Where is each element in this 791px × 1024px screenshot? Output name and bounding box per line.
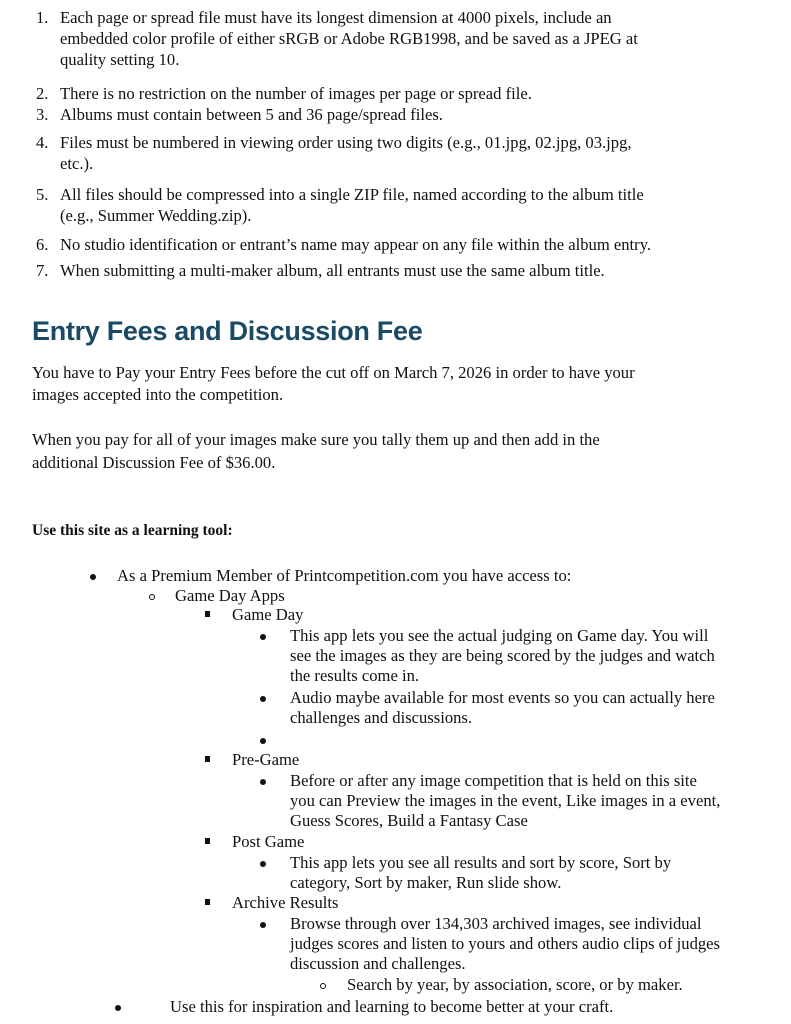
list-item-text: Browse through over 134,303 archived images, see individual: [290, 914, 702, 933]
square-bullet-icon: [205, 838, 210, 844]
bullet-icon: [260, 696, 266, 702]
list-item-text: When submitting a multi-maker album, all entrants must use the same album title.: [60, 261, 605, 280]
list-item-text: Use this for inspiration and learning to become better at your craft.: [170, 997, 614, 1016]
list-item-text: (e.g., Summer Wedding.zip).: [60, 206, 252, 225]
list-item-text: category, Sort by maker, Run slide show.: [290, 873, 562, 892]
list-item-text: Archive Results: [232, 893, 339, 912]
fees-paragraph: images accepted into the competition.: [32, 385, 284, 404]
list-item-text: Audio maybe available for most events so you can actually here: [290, 688, 715, 707]
list-number: 6.: [36, 235, 49, 254]
fees-paragraph: You have to Pay your Entry Fees before the cut off on March 7, 2026 in order to have your: [32, 363, 635, 382]
list-item-text: This app lets you see all results and sort by score, Sort by: [290, 853, 672, 872]
list-item-text: Game Day Apps: [175, 586, 285, 605]
bullet-icon: [260, 779, 266, 785]
list-item-text: Before or after any image competition that is held on this site: [290, 771, 697, 790]
list-item-text: Post Game: [232, 832, 305, 851]
list-number: 4.: [36, 133, 49, 152]
list-item-text: embedded color profile of either sRGB or Adobe RGB1998, and be saved as a JPEG at: [60, 29, 638, 48]
list-item-text: Files must be numbered in viewing order using two digits (e.g., 01.jpg, 02.jpg, 03.jpg,: [60, 133, 632, 152]
list-item-text: see the images as they are being scored by the judges and watch: [290, 646, 715, 665]
bullet-icon: [260, 861, 266, 867]
list-item-text: challenges and discussions.: [290, 708, 473, 727]
list-number: 1.: [36, 8, 49, 27]
list-item-text: Albums must contain between 5 and 36 page/spread files.: [60, 105, 443, 124]
list-item-text: Search by year, by association, score, or by maker.: [347, 975, 683, 994]
list-number: 2.: [36, 84, 49, 103]
square-bullet-icon: [205, 756, 210, 762]
section-heading: Entry Fees and Discussion Fee: [32, 316, 423, 346]
list-item-text: you can Preview the images in the event, Like images in a event,: [290, 791, 721, 810]
list-item-text: Pre-Game: [232, 750, 300, 769]
list-item-text: This app lets you see the actual judging on Game day. You will: [290, 626, 709, 645]
list-item-text: There is no restriction on the number of images per page or spread file.: [60, 84, 532, 103]
list-item-text: Game Day: [232, 605, 304, 624]
list-number: 3.: [36, 105, 49, 124]
list-number: 5.: [36, 185, 49, 204]
learning-title: Use this site as a learning tool:: [32, 522, 233, 539]
fees-paragraph: When you pay for all of your images make sure you tally them up and then add in the: [32, 430, 600, 449]
hollow-bullet-icon: [320, 983, 326, 989]
bullet-icon: [260, 634, 266, 640]
list-item-text: Each page or spread file must have its longest dimension at 4000 pixels, include an: [60, 8, 612, 27]
hollow-bullet-icon: [149, 594, 155, 600]
list-item-text: Guess Scores, Build a Fantasy Case: [290, 811, 528, 830]
square-bullet-icon: [205, 899, 210, 905]
list-item-text: judges scores and listen to yours and others audio clips of judges: [290, 934, 720, 953]
bullet-icon: [90, 574, 96, 580]
list-item-text: As a Premium Member of Printcompetition.com you have access to:: [117, 566, 572, 585]
fees-paragraph: additional Discussion Fee of $36.00.: [32, 453, 276, 472]
list-item-text: the results come in.: [290, 666, 420, 685]
list-item-text: etc.).: [60, 154, 94, 173]
bullet-icon: [115, 1005, 121, 1011]
list-number: 7.: [36, 261, 49, 280]
list-item-text: discussion and challenges.: [290, 954, 466, 973]
list-item-text: No studio identification or entrant’s name may appear on any file within the album entry.: [60, 235, 652, 254]
list-item-text: All files should be compressed into a single ZIP file, named according to the album title: [60, 185, 644, 204]
bullet-icon: [260, 738, 266, 744]
list-item-text: quality setting 10.: [60, 50, 180, 69]
bullet-icon: [260, 922, 266, 928]
square-bullet-icon: [205, 611, 210, 617]
